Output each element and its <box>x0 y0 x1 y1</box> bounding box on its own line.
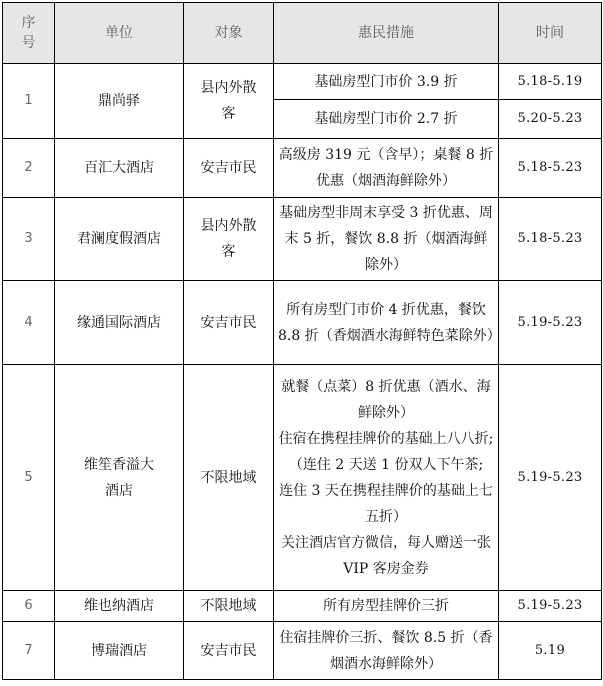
row-measure: 高级房 319 元（含早）；桌餐 8 折优惠（烟酒海鲜除外） <box>274 139 499 198</box>
row-seq: 1 <box>3 64 55 139</box>
row-time: 5.18-5.23 <box>499 139 602 198</box>
row-measure: 住宿挂牌价三折、餐饮 8.5 折（香烟酒水海鲜除外） <box>274 622 499 680</box>
row-target: 县内外散客 <box>184 198 274 281</box>
row-time: 5.18-5.19 <box>499 64 602 100</box>
measure-line: 住宿在携程挂牌价的基础上八八折;（连住 2 天送 1 份双人下午茶; <box>278 430 494 473</box>
table-row <box>3 139 602 198</box>
header-measures: 惠民措施 <box>274 3 499 64</box>
row-time: 5.19-5.23 <box>499 365 602 591</box>
row-unit: 君澜度假酒店 <box>55 198 184 281</box>
table-row <box>3 64 602 100</box>
header-unit: 单位 <box>55 3 184 64</box>
row-target: 不限地域 <box>184 591 274 622</box>
table-row <box>3 198 602 281</box>
hotel-offers-table <box>2 2 602 680</box>
row-unit: 缘通国际酒店 <box>55 281 184 365</box>
row-measure: 基础房型非周末享受 3 折优惠、周末 5 折，餐饮 8.8 折（烟酒海鲜除外） <box>274 198 499 281</box>
row-target: 县内外散客 <box>184 64 274 139</box>
row-seq: 7 <box>3 622 55 680</box>
row-measure: 基础房型门市价 2.7 折 <box>274 100 499 139</box>
header-time: 时间 <box>499 3 602 64</box>
row-seq: 4 <box>3 281 55 365</box>
row-target: 安吉市民 <box>184 622 274 680</box>
header-row <box>3 3 602 64</box>
header-seq: 序号 <box>3 3 55 64</box>
row-unit: 鼎尚驿 <box>55 64 184 139</box>
row-time: 5.19 <box>499 622 602 680</box>
table-row <box>3 281 602 365</box>
row-target: 安吉市民 <box>184 281 274 365</box>
row-seq: 6 <box>3 591 55 622</box>
measure-line: 就餐（点菜）8 折优惠（酒水、海鲜除外） <box>281 378 491 421</box>
row-measure <box>274 365 499 591</box>
row-seq: 2 <box>3 139 55 198</box>
row-unit: 博瑞酒店 <box>55 622 184 680</box>
header-target: 对象 <box>184 3 274 64</box>
table-row <box>3 622 602 680</box>
table-row <box>3 591 602 622</box>
row-time: 5.18-5.23 <box>499 198 602 281</box>
row-time: 5.20-5.23 <box>499 100 602 139</box>
measure-line: 连住 3 天在携程挂牌价的基础上七五折） <box>279 482 493 525</box>
row-unit: 维也纳酒店 <box>55 591 184 622</box>
row-target: 不限地域 <box>184 365 274 591</box>
measure-line: 关注酒店官方微信，每人赠送一张 VIP 客房金券 <box>281 534 491 577</box>
row-measure: 基础房型门市价 3.9 折 <box>274 64 499 100</box>
table-row <box>3 365 602 591</box>
row-seq: 3 <box>3 198 55 281</box>
row-time: 5.19-5.23 <box>499 281 602 365</box>
row-seq: 5 <box>3 365 55 591</box>
row-target: 安吉市民 <box>184 139 274 198</box>
row-time: 5.19-5.23 <box>499 591 602 622</box>
row-measure: 所有房型挂牌价三折 <box>274 591 499 622</box>
row-unit: 维笙香溢大酒店 <box>55 365 184 591</box>
row-measure: 所有房型门市价 4 折优惠，餐饮 8.8 折（香烟酒水海鲜特色菜除外） <box>274 281 499 365</box>
row-unit: 百汇大酒店 <box>55 139 184 198</box>
